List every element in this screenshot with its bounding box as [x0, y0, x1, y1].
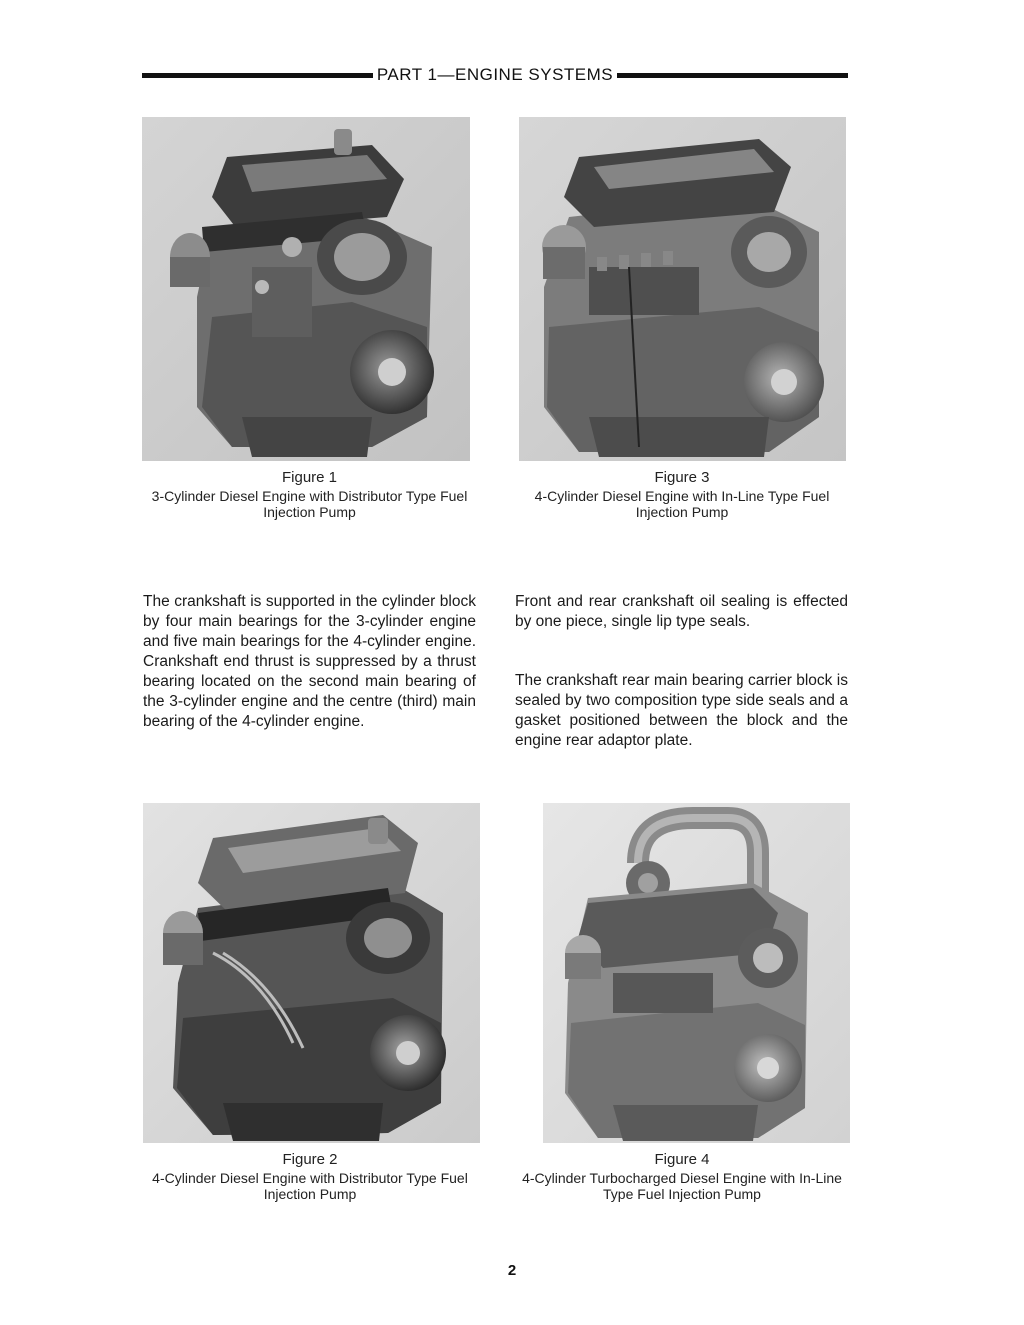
- figure-1-caption: [142, 470, 477, 520]
- figure-3-caption: [514, 470, 850, 520]
- figure-2-caption: [142, 1152, 478, 1202]
- body-paragraph-left: The crankshaft is supported in the cylinder block by four main bearings for the 3-cylinder engine and five main bearings for the 4-cylinder engine. Crankshaft end thrust is suppressed by a thrust bearing located on the second main bearing of the 3-cylinder engine and the centre (third) main bearing of the 4-cylinder engine.: [143, 593, 476, 730]
- figure-1-caption-text: 3-Cylinder Diesel Engine with Distributor Type Fuel Injection Pump: [151, 488, 468, 520]
- figure-3-label: Figure 3: [654, 469, 710, 486]
- figure-3-caption-text: 4-Cylinder Diesel Engine with In-Line Type Fuel Injection Pump: [534, 488, 830, 520]
- figure-1-engine-photo: [142, 117, 470, 461]
- figure-2-caption-text: 4-Cylinder Diesel Engine with Distributor Type Fuel Injection Pump: [152, 1170, 468, 1202]
- section-title: PART 1—ENGINE SYSTEMS: [376, 65, 614, 84]
- figure-2-engine-photo: [143, 803, 480, 1143]
- body-paragraph-right-2: The crankshaft rear main bearing carrier block is sealed by two composition type side seals and a gasket positioned between the block and the engine rear adaptor plate.: [515, 672, 848, 749]
- figure-4-caption: [514, 1152, 850, 1202]
- header-rule-right: [617, 73, 848, 78]
- section-header: [142, 64, 848, 86]
- figure-4-label: Figure 4: [654, 1151, 710, 1168]
- body-paragraph-right-1: Front and rear crankshaft oil sealing is effected by one piece, single lip type seals.: [515, 593, 848, 630]
- figure-1-label: Figure 1: [281, 469, 338, 486]
- figure-4-engine-photo: [543, 803, 850, 1143]
- figure-3-engine-photo: [519, 117, 846, 461]
- header-rule-left: [142, 73, 373, 78]
- figure-2-label: Figure 2: [282, 1151, 338, 1168]
- figure-4-caption-text: 4-Cylinder Turbocharged Diesel Engine with In-Line Type Fuel Injection Pump: [522, 1170, 842, 1202]
- page-number: 2: [507, 1262, 517, 1279]
